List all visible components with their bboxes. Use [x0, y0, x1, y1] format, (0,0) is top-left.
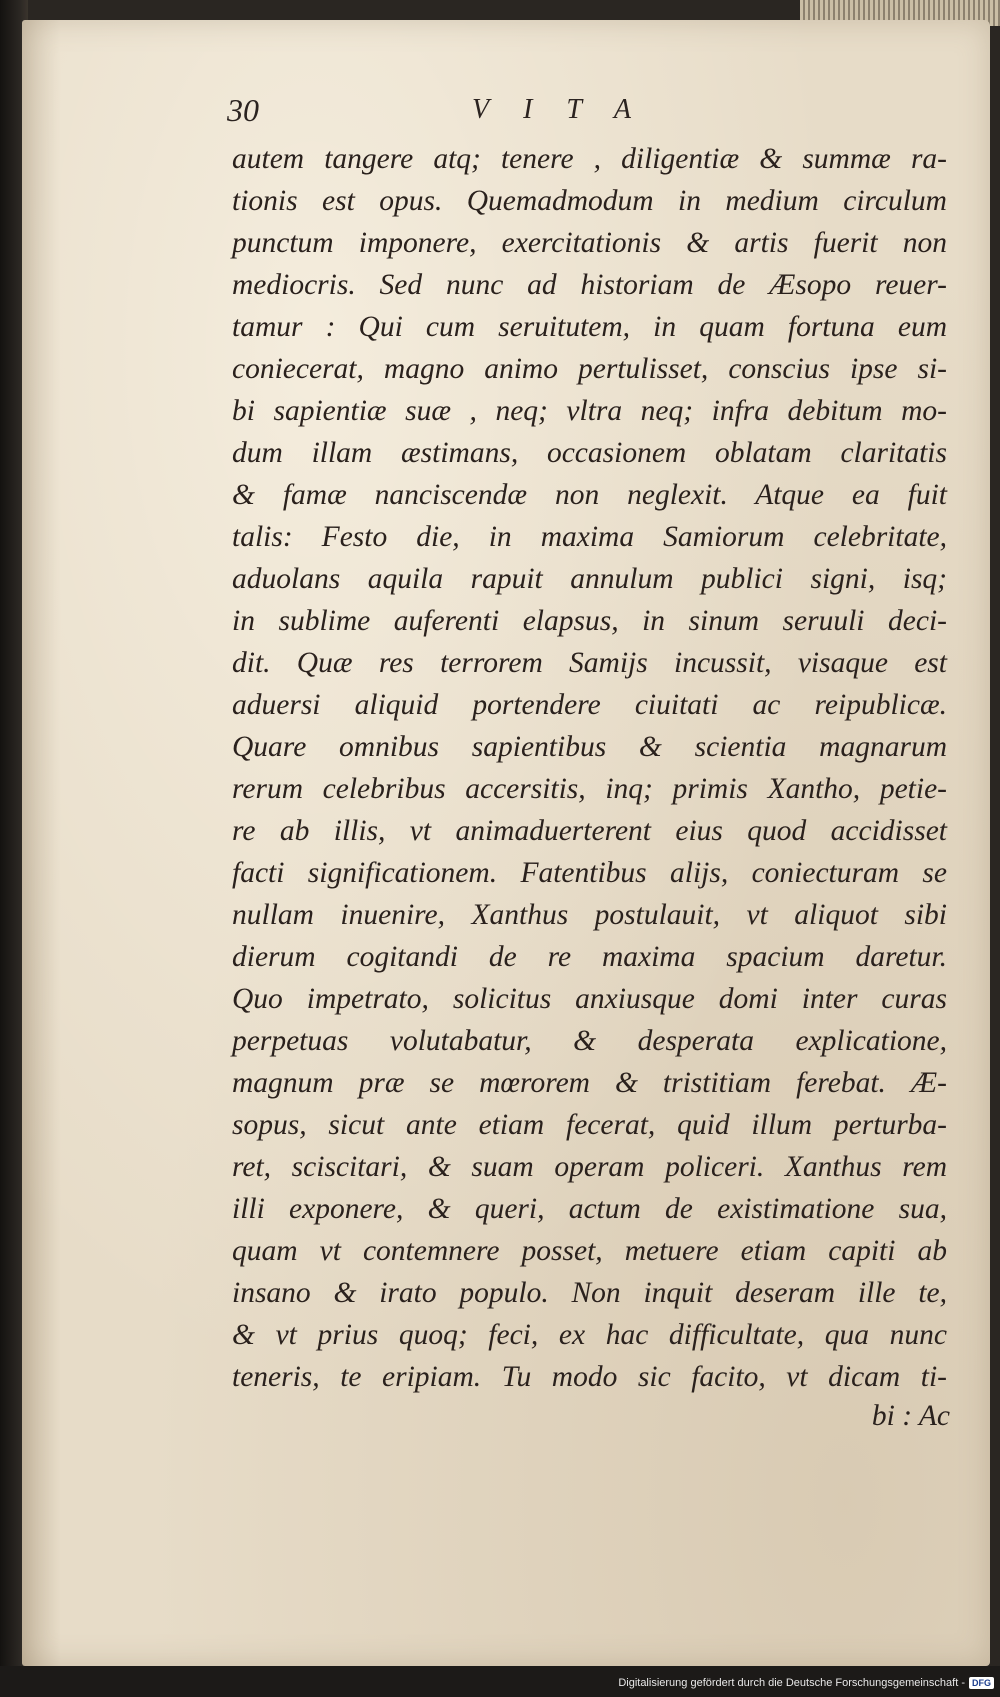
text-line: tamur : Qui cum seruitutem, in quam fortuna eum — [232, 311, 947, 343]
text-line: Quare omnibus sapientibus & scientia magnarum — [232, 731, 947, 763]
credit-text: Digitalisierung gefördert durch die Deutsche Forschungsgemeinschaft - — [618, 1677, 965, 1689]
text-line: mediocris. Sed nunc ad historiam de Æsopo reuer- — [232, 269, 947, 301]
text-line: magnum præ se mœrorem & tristitiam ferebat. Æ- — [232, 1067, 947, 1099]
text-line: rerum celebribus accersitis, inq; primis Xantho, petie- — [232, 773, 947, 805]
text-line: aduersi aliquid portendere ciuitati ac reipublicæ. — [232, 689, 947, 721]
text-line: Quo impetrato, solicitus anxiusque domi inter curas — [232, 983, 947, 1015]
text-line: dierum cogitandi de re maxima spacium daretur. — [232, 941, 947, 973]
page-number: 30 — [227, 92, 259, 128]
text-line: perpetuas volutabatur, & desperata explicatione, — [232, 1025, 947, 1057]
text-line: insano & irato populo. Non inquit deseram ille te, — [232, 1277, 947, 1309]
text-line: dum illam æstimans, occasionem oblatam claritatis — [232, 437, 947, 469]
catchword: bi : Ac — [871, 1400, 950, 1432]
text-line: in sublime auferenti elapsus, in sinum seruuli deci- — [232, 605, 947, 637]
text-line: tionis est opus. Quemadmodum in medium circulum — [232, 185, 947, 217]
text-line: quam vt contemnere posset, metuere etiam capiti ab — [232, 1235, 947, 1267]
digitization-credit — [618, 1677, 994, 1689]
text-line: nullam inuenire, Xanthus postulauit, vt aliquot sibi — [232, 899, 947, 931]
text-line: punctum imponere, exercitationis & artis fuerit non — [232, 227, 947, 259]
text-line: talis: Festo die, in maxima Samiorum celebritate, — [232, 521, 947, 553]
text-line: aduolans aquila rapuit annulum publici signi, isq; — [232, 563, 947, 595]
text-line: facti significationem. Fatentibus alijs, coniecturam se — [232, 857, 947, 889]
running-title: VITA — [472, 94, 666, 125]
text-line: dit. Quæ res terrorem Samijs incussit, visaque est — [232, 647, 947, 679]
text-line: autem tangere atq; tenere , diligentiæ & summæ ra- — [232, 143, 947, 175]
text-line: & famæ nanciscendæ non neglexit. Atque ea fuit — [232, 479, 947, 511]
text-line: coniecerat, magno animo pertulisset, conscius ipse si- — [232, 353, 947, 385]
body-text — [232, 138, 947, 1398]
footer-strip — [0, 1666, 1000, 1697]
page-header — [227, 92, 947, 132]
text-line: re ab illis, vt animaduerterent eius quod accidisset — [232, 815, 947, 847]
dfg-logo-icon: DFG — [969, 1677, 994, 1689]
text-line: teneris, te eripiam. Tu modo sic facito, vt dicam ti- — [232, 1361, 947, 1393]
text-line: sopus, sicut ante etiam fecerat, quid illum perturba- — [232, 1109, 947, 1141]
text-line: bi sapientiæ suæ , neq; vltra neq; infra debitum mo- — [232, 395, 947, 427]
text-line: illi exponere, & queri, actum de existimatione sua, — [232, 1193, 947, 1225]
text-line: & vt prius quoq; feci, ex hac difficultate, qua nunc — [232, 1319, 947, 1351]
text-line: ret, sciscitari, & suam operam policeri. Xanthus rem — [232, 1151, 947, 1183]
